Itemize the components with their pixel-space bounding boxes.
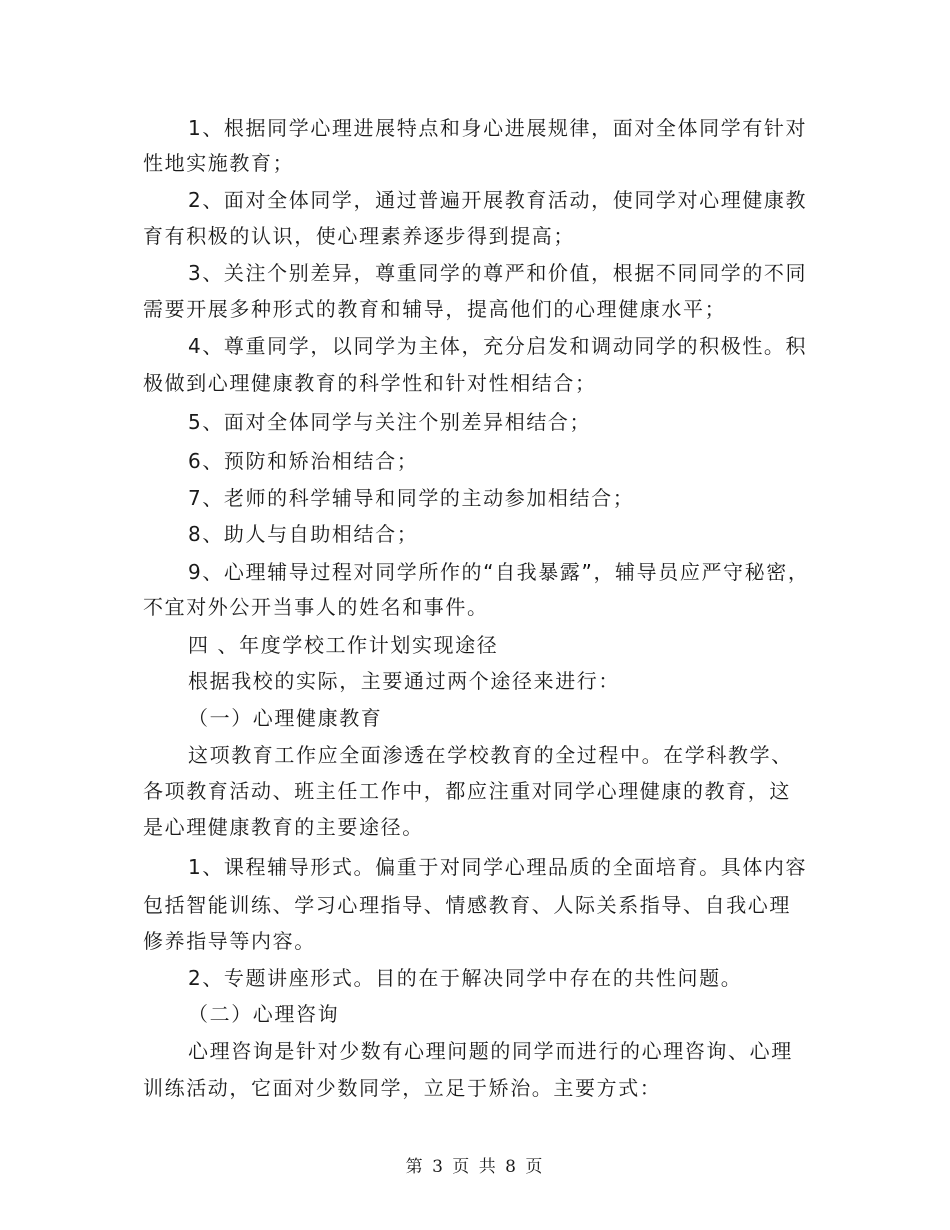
- text-line: 各项教育活动、班主任工作中，都应注重对同学心理健康的教育，这: [143, 779, 791, 803]
- text-line: 2、专题讲座形式。目的在于解决同学中存在的共性问题。: [188, 966, 743, 990]
- text-line: 7、老师的科学辅导和同学的主动参加相结合；: [188, 486, 635, 510]
- text-line: 是心理健康教育的主要途径。: [143, 815, 424, 839]
- text-line: 修养指导等内容。: [143, 929, 316, 953]
- text-line: 3、关注个别差异，尊重同学的尊严和价值，根据不同同学的不同: [188, 261, 808, 285]
- text-line: 根据我校的实际，主要通过两个途径来进行：: [188, 669, 620, 693]
- text-line: 2、面对全体同学，通过普遍开展教育活动，使同学对心理健康教: [188, 188, 808, 212]
- text-line: 需要开展多种形式的教育和辅导，提高他们的心理健康水平；: [143, 297, 727, 321]
- text-line: 育有积极的认识，使心理素养逐步得到提高；: [143, 224, 575, 248]
- text-line: 不宜对外公开当事人的姓名和事件。: [143, 595, 489, 619]
- text-line: 这项教育工作应全面渗透在学校教育的全过程中。在学科教学、: [188, 743, 793, 767]
- text-line: 1、根据同学心理进展特点和身心进展规律，面对全体同学有针对: [188, 116, 808, 140]
- text-line: 8、助人与自助相结合；: [188, 522, 419, 546]
- subsection-heading: （二）心理咨询: [188, 1002, 340, 1026]
- text-line: 心理咨询是针对少数有心理问题的同学而进行的心理咨询、心理: [188, 1039, 793, 1063]
- page-footer: 第 3 页 共 8 页: [405, 1157, 545, 1177]
- text-line: 训练活动，它面对少数同学，立足于矫治。主要方式：: [143, 1076, 662, 1100]
- text-line: 9、心理辅导过程对同学所作的“自我暴露”，辅导员应严守秘密，: [188, 560, 810, 584]
- section-heading: 四 、年度学校工作计划实现途径: [188, 633, 499, 657]
- text-line: 包括智能训练、学习心理指导、情感教育、人际关系指导、自我心理: [143, 893, 791, 917]
- text-line: 1、课程辅导形式。偏重于对同学心理品质的全面培育。具体内容: [188, 855, 808, 879]
- text-line: 5、面对全体同学与关注个别差异相结合；: [188, 410, 592, 434]
- text-line: 极做到心理健康教育的科学性和针对性相结合；: [143, 371, 597, 395]
- text-line: 6、预防和矫治相结合；: [188, 449, 419, 473]
- text-line: 4、尊重同学，以同学为主体，充分启发和调动同学的积极性。积: [188, 334, 808, 358]
- text-line: 性地实施教育；: [143, 151, 295, 175]
- subsection-heading: （一）心理健康教育: [188, 706, 383, 730]
